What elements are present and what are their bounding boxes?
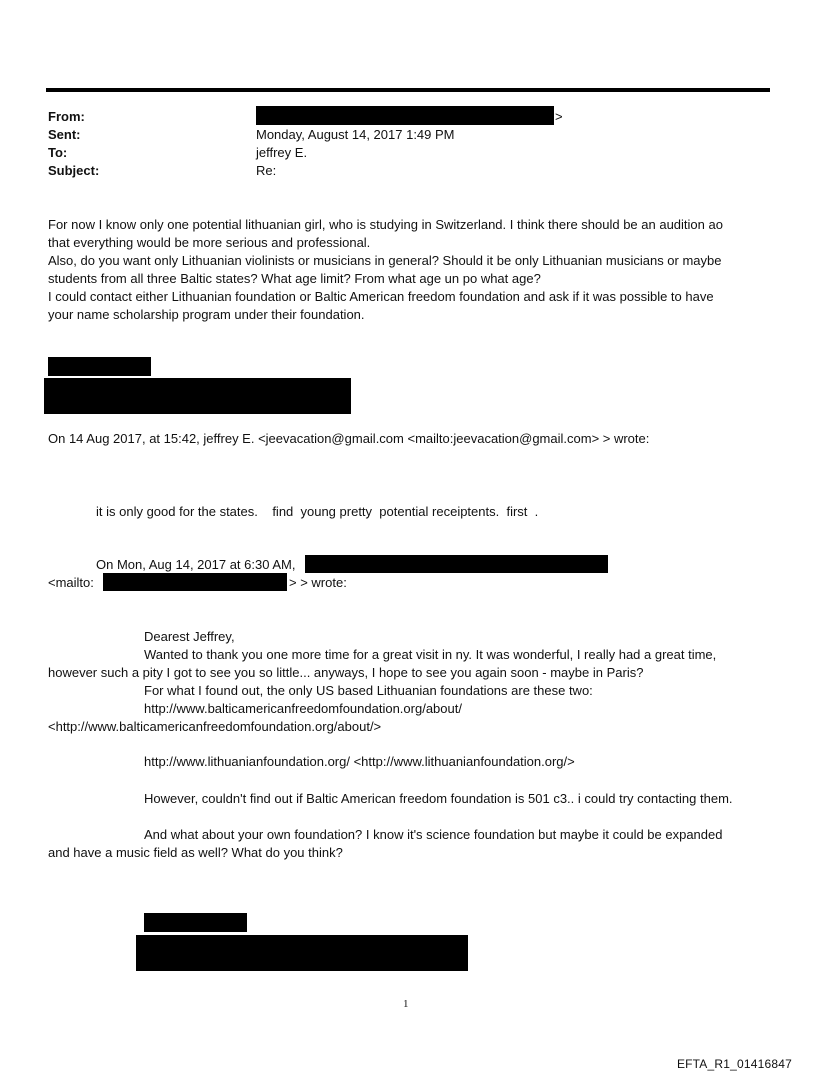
- document-id: EFTA_R1_01416847: [676, 1057, 792, 1071]
- link-baltic-foundation[interactable]: http://www.balticamericanfreedomfoundation.org/about/: [144, 701, 462, 716]
- message-body: [48, 216, 758, 324]
- redacted-sender-2: [305, 555, 608, 573]
- sent-label: Sent:: [48, 127, 81, 142]
- subject-label: Subject:: [48, 163, 100, 178]
- quote2-mailto: <mailto:: [48, 575, 94, 590]
- to-label: To:: [48, 145, 68, 160]
- quote1-header: On 14 Aug 2017, at 15:42, jeffrey E. <jeevacation@gmail.com <mailto:jeevacation@gmail.com> > wrote:: [48, 431, 650, 446]
- link-lithuanian-foundation[interactable]: http://www.lithuanianfoundation.org/ <http://www.lithuanianfoundation.org/>: [144, 754, 575, 769]
- from-suffix: >: [555, 109, 563, 124]
- message-line: and have a music field as well? What do you think?: [48, 845, 343, 860]
- body-line: For now I know only one potential lithuanian girl, who is studying in Switzerland. I think there should be an audition ao: [48, 217, 723, 232]
- body-line: Also, do you want only Lithuanian violinists or musicians in general? Should it be only Lithuanian musicians or maybe: [48, 253, 722, 268]
- subject-value: Re:: [256, 163, 277, 178]
- message-line: For what I found out, the only US based Lithuanian foundations are these two:: [144, 683, 593, 698]
- quote2-wrote: > > wrote:: [289, 575, 347, 590]
- redacted-signature-name: [48, 357, 151, 376]
- to-value: jeffrey E.: [256, 145, 308, 160]
- message-line: However, couldn't find out if Baltic American freedom foundation is 501 c3.. i could try contacting them.: [144, 791, 733, 806]
- header-rule: [46, 88, 770, 92]
- redacted-sender: [256, 106, 554, 125]
- redacted-signature-block-2: [136, 935, 468, 971]
- body-line: I could contact either Lithuanian foundation or Baltic American freedom foundation and ask if it was possible to have: [48, 289, 714, 304]
- body-line: that everything would be more serious and professional.: [48, 235, 371, 250]
- message-line: Wanted to thank you one more time for a great visit in ny. It was wonderful, I really had a great time,: [144, 647, 717, 662]
- body-line: your name scholarship program under their foundation.: [48, 307, 365, 322]
- link-baltic-foundation-bracket[interactable]: <http://www.balticamericanfreedomfoundation.org/about/>: [48, 719, 382, 734]
- greeting: Dearest Jeffrey,: [144, 629, 235, 644]
- body-line: students from all three Baltic states? What age limit? From what age un po what age?: [48, 271, 541, 286]
- redacted-signature-block: [44, 378, 351, 414]
- message-line: And what about your own foundation? I know it's science foundation but maybe it could be expanded: [144, 827, 723, 842]
- message-line: however such a pity I got to see you so little... anyways, I hope to see you again soon - maybe in Paris?: [48, 665, 644, 680]
- sent-value: Monday, August 14, 2017 1:49 PM: [256, 127, 455, 142]
- redacted-signature-name-2: [144, 913, 247, 932]
- quote2-header: On Mon, Aug 14, 2017 at 6:30 AM,: [96, 557, 296, 572]
- page-number: 1: [403, 998, 409, 1010]
- quote1-text: it is only good for the states. find young pretty potential receiptents. first .: [96, 504, 539, 519]
- redacted-email: [103, 573, 287, 591]
- from-label: From:: [48, 109, 85, 124]
